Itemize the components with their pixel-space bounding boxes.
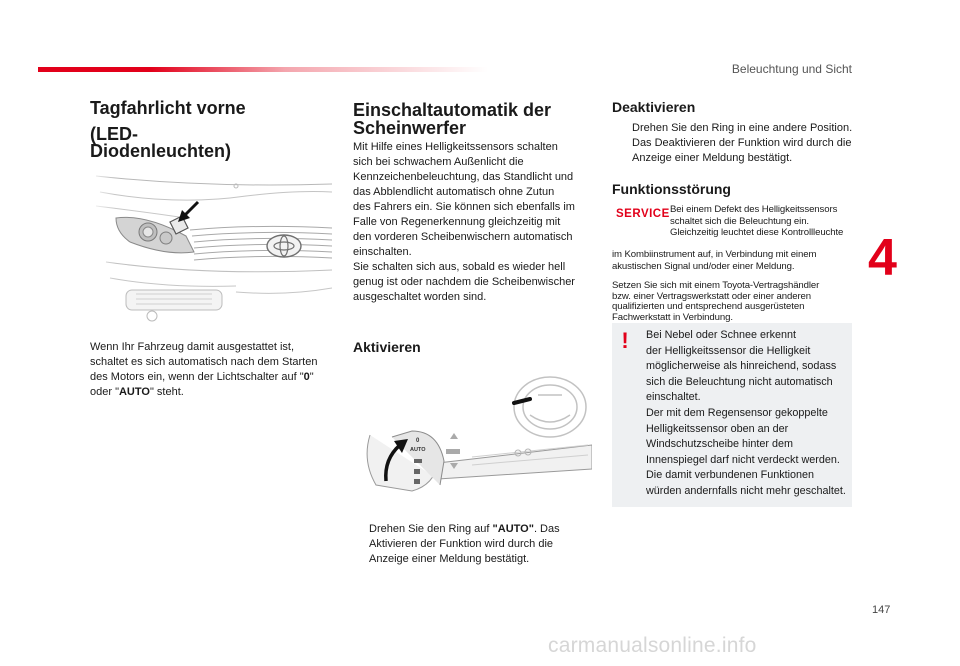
fault-dealer-note (612, 281, 857, 323)
activate-bullet (353, 522, 603, 567)
auto-headlamps-text (353, 140, 603, 305)
light-stalk-illustration (352, 365, 592, 501)
daytime-text-line: Wenn Ihr Fahrzeug damit ausgestattet ist, (90, 341, 295, 353)
activate-text-part: . Das (533, 523, 560, 535)
auto-text-line: genug ist oder nachdem die Scheibenwischer (353, 276, 575, 288)
fault-cont-line: im Kombiinstrument auf, in Verbindung mit einem (612, 249, 817, 260)
fault-text-line: Bei einem Defekt des Helligkeitssensors (670, 204, 838, 215)
auto-text-line: ausgeschaltet worden sind. (353, 291, 487, 303)
fault-text-line: Gleichzeitig leuchtet diese Kontrollleuchte (670, 227, 844, 238)
daytime-text-part: des Motors ein, wenn der Lichtschalter auf " (90, 371, 304, 383)
activate-text-line: Anzeige einer Meldung bestätigt. (369, 553, 530, 565)
position-light-icon (414, 459, 422, 463)
bullet-arrow-icon (353, 522, 369, 567)
daytime-text-part: " (309, 371, 314, 383)
auto-text-line: des Fahrers ein. Sie können sich ebenfalls im (353, 201, 575, 213)
service-warning-icon: SERVICE (616, 208, 670, 220)
warning-line: sich die Beleuchtung nicht automatisch (646, 375, 833, 388)
fault-continuation (612, 249, 857, 272)
stalk-label-0: 0 (416, 438, 420, 444)
warning-line: Helligkeitssensor oben an der (646, 422, 789, 435)
chapter-number: 4 (868, 229, 897, 287)
activate-text-line (369, 522, 560, 537)
auto-text-line: das Abblendlicht automatisch ohne Zutun (353, 186, 555, 198)
stalk-label-auto: AUTO (410, 447, 426, 453)
warning-text (646, 328, 851, 500)
car-front-illustration (86, 166, 332, 328)
activate-bullet-row (353, 522, 603, 567)
deactivate-bullet-row (616, 121, 861, 166)
title-auto-headlamps-line2: Scheinwerfer (353, 118, 467, 138)
daytime-text-line (90, 385, 340, 400)
deactivate-text (632, 121, 852, 166)
deactivate-bullet (616, 121, 861, 166)
warning-line: Innenspiegel darf nicht verdeckt werden. (646, 453, 840, 466)
page-number: 147 (872, 604, 891, 616)
auto-text-line: Kennzeichenbeleuchtung, das Standlicht und (353, 171, 574, 183)
watermark: carmanualsonline.info (548, 634, 757, 657)
fault-cont-line: akustischen Signal und/oder einer Meldung. (612, 260, 795, 272)
warning-line: Der mit dem Regensensor gekoppelte (646, 406, 828, 419)
low-beam-icon (414, 469, 420, 474)
position-auto-label: AUTO (118, 386, 150, 398)
warning-line: der Helligkeitssensor die Helligkeit (646, 344, 811, 357)
warning-line: möglicherweise als hinreichend, sodass (646, 360, 837, 373)
warning-exclamation-icon: ! (621, 328, 629, 353)
auto-text-line: den vorderen Scheibenwischern automatisch (353, 231, 573, 243)
warning-line: Bei Nebel oder Schnee erkennt (646, 329, 797, 341)
auto-text-line: sich bei schwachem Außenlicht die (353, 156, 524, 168)
deactivate-text-line: Drehen Sie den Ring in eine andere Position. (632, 122, 853, 134)
daytime-lights-text (90, 340, 340, 400)
dealer-line: Setzen Sie sich mit einem Toyota-Vertragshändler (612, 280, 820, 291)
dealer-line: Fachwerkstatt in Verbindung. (612, 311, 733, 323)
daytime-text-line (90, 370, 340, 385)
warning-line: einschaltet. (646, 391, 701, 404)
auto-text-line: Falle von Regenerkennung gleichzeitig mit (353, 216, 561, 228)
warning-line: würden andernfalls nicht mehr geschaltet. (646, 484, 846, 497)
dealer-line: bzw. einer Vertragswerkstatt oder einer anderen (612, 290, 812, 302)
auto-text-line: Mit Hilfe eines Helligkeitssensors schalten (353, 141, 558, 153)
auto-text-line: einschalten. (353, 246, 412, 258)
auto-text-line: Sie schalten sich aus, sobald es wieder hell (353, 261, 566, 273)
activate-text-part: Drehen Sie den Ring auf (369, 523, 493, 535)
fault-text-line: schaltet sich die Beleuchtung ein. (670, 215, 809, 227)
warning-line: Windschutzscheibe hinter dem (646, 438, 794, 451)
title-malfunction: Funktionsstörung (612, 181, 731, 197)
deactivate-text-line: Anzeige einer Meldung bestätigt. (632, 152, 793, 164)
title-activate: Aktivieren (353, 339, 421, 355)
warning-line: Die damit verbundenen Funktionen (646, 469, 815, 482)
section-title: Beleuchtung und Sicht (731, 62, 852, 76)
title-daytime-lights-line3: Diodenleuchten) (90, 141, 232, 161)
daytime-text-part: oder " (90, 386, 119, 398)
dealer-line: qualifizierten und entsprechend ausgerüsteten (612, 301, 805, 312)
deactivate-text-line: Das Deaktivieren der Funktion wird durch die (632, 137, 852, 149)
title-daytime-lights-line1: Tagfahrlicht vorne (90, 98, 246, 118)
title-daytime-lights-line2: (LED- (90, 124, 138, 144)
title-deactivate: Deaktivieren (612, 99, 696, 115)
activate-text-line: Aktivieren der Funktion wird durch die (369, 538, 554, 550)
headlamp-icon (414, 479, 420, 484)
daytime-text-line: schaltet es sich automatisch nach dem Starten (90, 356, 318, 368)
daytime-text-part: " steht. (149, 386, 184, 398)
title-auto-headlamps-line1: Einschaltautomatik der (353, 100, 552, 120)
header-accent-bar (38, 67, 488, 72)
activate-text (369, 522, 560, 567)
auto-label: "AUTO" (492, 523, 534, 535)
position-0-label: 0 (303, 371, 310, 383)
bullet-arrow-icon (616, 121, 632, 166)
fault-text (670, 204, 860, 239)
